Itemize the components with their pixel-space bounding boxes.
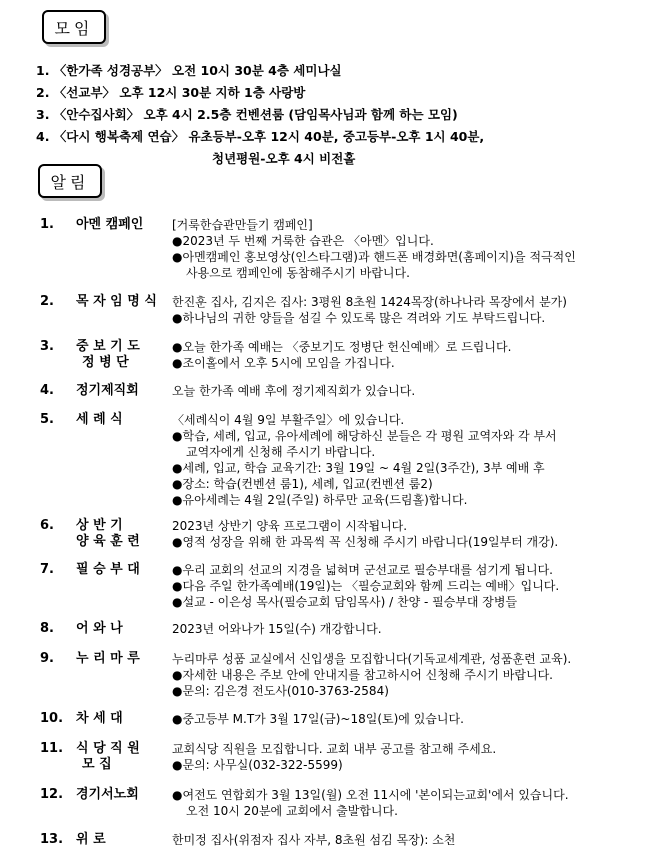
notice-title: 아멘 캠페인 <box>76 217 144 232</box>
meeting-item: 청년평원-오후 4시 비전홀 <box>212 151 356 166</box>
meeting-item: 2. 〈선교부〉 오후 12시 30분 지하 1층 사랑방 <box>36 85 306 100</box>
notice-title: 위 로 <box>76 832 106 847</box>
notice-number: 1. <box>40 217 54 232</box>
notice-number: 8. <box>40 621 54 636</box>
notice-body: ●여전도 연합회가 3월 13일(월) 오전 11시에 '본이되는교회'에서 있습니다. 오전 10시 20분에 교회에서 출발합니다. <box>172 788 569 818</box>
notice-title: 중 보 기 도 정 병 단 <box>76 339 140 370</box>
meeting-item: 3. 〈안수집사회〉 오후 4시 2.5층 컨벤션룸 (담임목사님과 함께 하는 모임) <box>36 107 458 122</box>
notice-body: ●오늘 한가족 예배는 〈중보기도 정병단 헌신예배〉로 드립니다. ●조이홀에서 오후 5시에 모임을 가집니다. <box>172 340 512 370</box>
notice-number: 13. <box>40 832 64 847</box>
notice-body: 한진훈 집사, 김지은 집사: 3평원 8초원 1424목장(하나나라 목장에서 분가) ●하나님의 귀한 양들을 섬길 수 있도록 많은 격려와 기도 부탁드립니다. <box>172 295 567 325</box>
notice-number: 11. <box>40 741 64 756</box>
notice-title: 필 승 부 대 <box>76 562 140 577</box>
meeting-item: 1. 〈한가족 성경공부〉 오전 10시 30분 4층 세미나실 <box>36 63 342 78</box>
meeting-list <box>36 60 484 170</box>
notice-body: ●우리 교회의 선교의 지경을 넓혀며 군선교로 필승부대를 섬기게 됩니다. ●다음 주일 한가족예배(19일)는 〈필승교회와 함께 드리는 예배〉입니다. ●설교 - 이은성 목사(필승교회 담임목사) / 찬양 - 필승부대 장병들 <box>172 563 560 609</box>
notice-body: [거룩한습관만들기 캠페인] ●2023년 두 번째 거룩한 습관은 〈아멘〉입니다. ●아멘캠페인 홍보영상(인스타그램)과 핸드폰 배경화면(홈페이지)을 적극적인 사용으로 캠페인에 동참해주시기 바랍니다. <box>172 218 576 280</box>
notice-number: 5. <box>40 412 54 427</box>
notice-body: 2023년 상반기 양육 프로그램이 시작됩니다. ●영적 성장을 위해 한 과목씩 꼭 신청해 주시기 바랍니다(19일부터 개강). <box>172 519 559 549</box>
notice-body: 2023년 어와나가 15일(수) 개강합니다. <box>172 622 382 636</box>
notice-title: 식 당 직 원 모 집 <box>76 741 140 772</box>
notice-body: 누리마루 성품 교실에서 신입생을 모집합니다(기독교세계관, 성품훈련 교육). ●자세한 내용은 주보 안에 안내지를 참고하시어 신청해 주시기 바랍니다. ●문의: 김은경 전도사(010-3763-2584) <box>172 652 572 698</box>
notice-body: 한미정 집사(위점자 집사 자부, 8초원 섬김 목장): 소천 <box>172 833 456 847</box>
notice-number: 6. <box>40 518 54 533</box>
notice-body: ●중고등부 M.T가 3월 17일(금)~18일(토)에 있습니다. <box>172 712 464 726</box>
notice-title: 세 례 식 <box>76 412 123 427</box>
notice-title: 누 리 마 루 <box>76 651 140 666</box>
notice-number: 9. <box>40 651 54 666</box>
notice-title: 정기제직회 <box>76 383 139 398</box>
notice-body: 오늘 한가족 예배 후에 정기제직회가 있습니다. <box>172 384 416 398</box>
meeting-tab: 모임 <box>42 10 106 44</box>
notice-title: 경기서노회 <box>76 787 139 802</box>
meeting-item: 4. 〈다시 행복축제 연습〉 유초등부-오후 12시 40분, 중고등부-오후 1시 40분, <box>36 129 485 144</box>
notice-title: 어 와 나 <box>76 621 123 636</box>
notice-number: 4. <box>40 383 54 398</box>
notice-body: 교회식당 직원을 모집합니다. 교회 내부 공고를 참고해 주세요. ●문의: 사무실(032-322-5599) <box>172 742 497 772</box>
notice-number: 7. <box>40 562 54 577</box>
notice-title: 차 세 대 <box>76 711 123 726</box>
notice-tab: 알림 <box>38 164 102 198</box>
notice-number: 10. <box>40 711 64 726</box>
notice-number: 2. <box>40 294 54 309</box>
notice-title: 목 자 임 명 식 <box>76 294 157 309</box>
notice-number: 12. <box>40 787 64 802</box>
notice-body: 〈세례식이 4월 9일 부활주일〉에 있습니다. ●학습, 세례, 입교, 유아세례에 해당하신 분들은 각 평원 교역자와 각 부서 교역자에게 신청해 주시기 바랍니다. ●세례, 입교, 학습 교육기간: 3월 19일 ~ 4월 2일(3주간), 3부 예배 후 ●장소: 학습(컨벤션 룸1), 세례, 입교(컨벤션 룸2) ●유아세례는 4월 2일(주일) 하루만 교육(드림홀)합니다. <box>172 413 557 507</box>
notice-number: 3. <box>40 339 54 354</box>
notice-title: 상 반 기 양 육 훈 련 <box>76 518 140 549</box>
